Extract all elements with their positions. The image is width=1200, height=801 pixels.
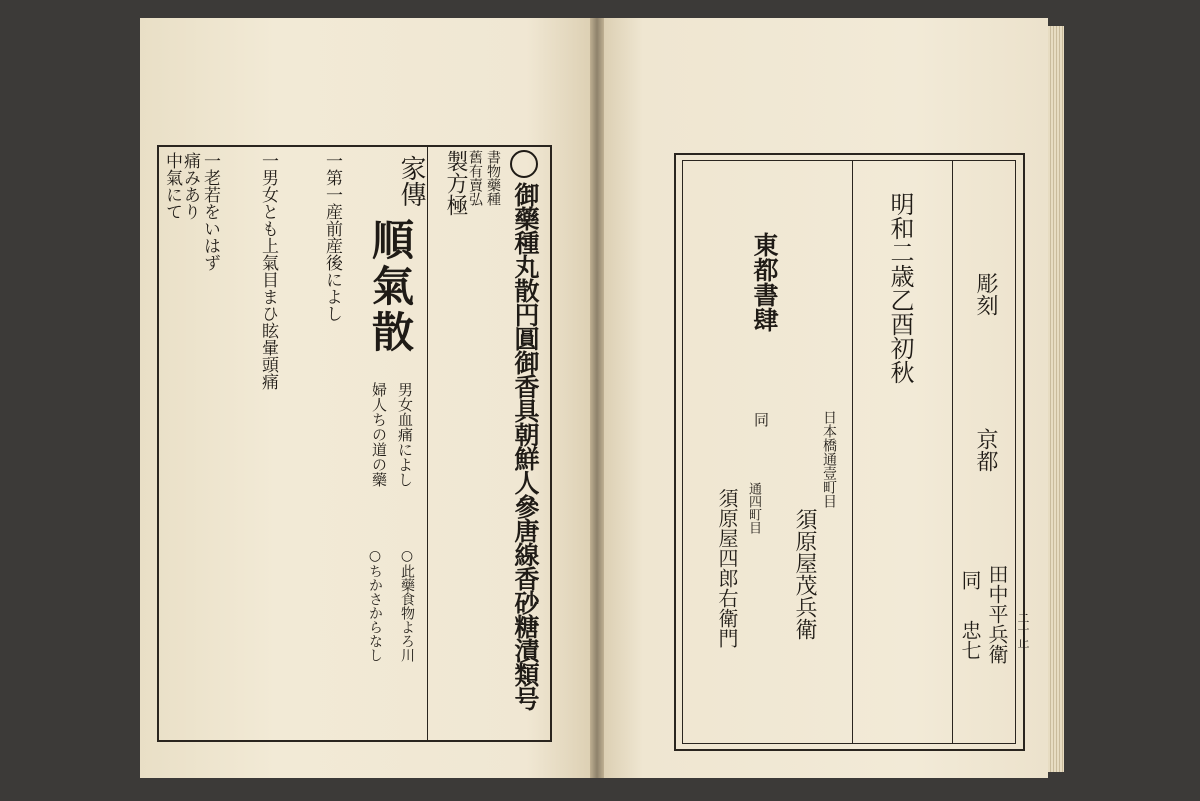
left-body-line-4: 中氣にて: [162, 152, 182, 220]
right-engraver-2: 忠七: [958, 620, 982, 660]
right-rule-2: [852, 160, 853, 744]
left-subheader-3: 製方極: [443, 150, 468, 216]
right-rule-1: [952, 160, 953, 744]
left-header-line: 御藥種丸散円圓御香具朝鮮人參唐線香砂糖漬類号: [511, 182, 540, 710]
left-note-1: ○此藥食物よろ川: [399, 548, 415, 662]
right-engravers-label: 彫刻: [973, 272, 998, 316]
left-body-line-5: 痛みあり: [180, 152, 200, 220]
left-note-2: ○ちかさからなし: [367, 548, 383, 662]
left-indication-1: 男女血痛によし: [396, 382, 414, 487]
right-engravers-city: 京都: [973, 428, 998, 472]
right-era-date: 明和二歳乙酉初秋: [886, 192, 914, 384]
right-publishers-label: 東都書肆: [750, 232, 779, 332]
left-subheader-1: 書物藥種: [485, 150, 501, 206]
circle-mark-icon: [510, 150, 538, 178]
right-publisher-2-prefix: 同: [752, 412, 770, 427]
left-body-line-1: 一第一産前産後によし: [322, 152, 342, 322]
left-indication-2: 婦人ちの道の藥: [370, 382, 388, 487]
right-publisher-2-address: 通四町目: [746, 482, 761, 534]
right-publisher-1-name: 須原屋茂兵衛: [792, 508, 817, 640]
left-title-large: 順氣散: [366, 218, 415, 356]
right-engraver-1: 田中平兵衛: [985, 564, 1009, 664]
right-engraver-2-prefix: 同: [958, 570, 982, 590]
right-publisher-2-name: 須原屋四郎右衛門: [715, 488, 739, 648]
left-body-line-3: 一老若をいはず: [200, 152, 220, 271]
left-title-small: 家傳: [396, 155, 426, 207]
left-body-line-2: 一男女とも上氣目まひ眩暈頭痛: [258, 152, 278, 390]
left-page-divider: [427, 145, 428, 742]
left-subheader-2: 舊有賣弘: [467, 150, 483, 206]
book-gutter: [590, 18, 604, 778]
right-publisher-1-address: 日本橋通壹町目: [821, 410, 837, 508]
right-folio: 二十止: [1016, 612, 1030, 648]
